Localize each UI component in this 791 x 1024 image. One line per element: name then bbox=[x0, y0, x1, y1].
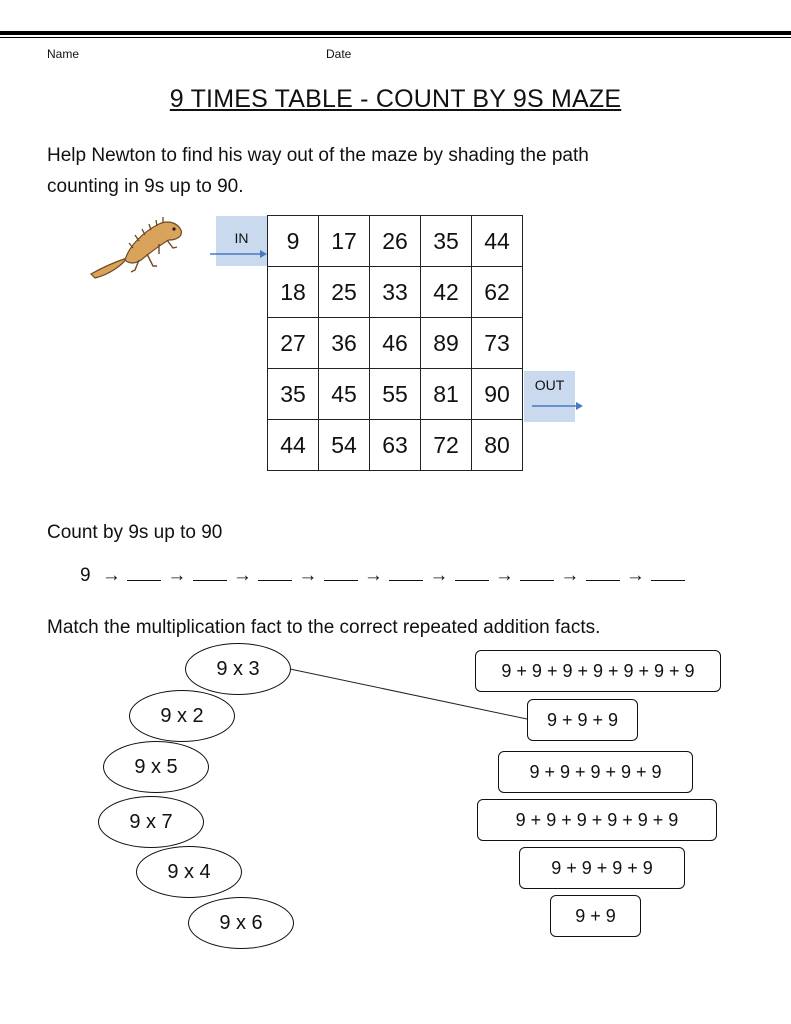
maze-cell[interactable]: 63 bbox=[370, 420, 421, 471]
maze-cell[interactable]: 9 bbox=[268, 216, 319, 267]
maze-cell[interactable]: 27 bbox=[268, 318, 319, 369]
count-start: 9 bbox=[80, 565, 92, 586]
arrow-right-icon: → bbox=[101, 565, 122, 586]
maze-cell[interactable]: 55 bbox=[370, 369, 421, 420]
arrow-right-icon: → bbox=[494, 565, 515, 586]
arrow-right-icon: → bbox=[560, 565, 580, 586]
fact-oval[interactable]: 9 x 2 bbox=[129, 690, 235, 742]
addition-box[interactable]: 9 + 9 + 9 + 9 + 9 + 9 bbox=[477, 799, 717, 841]
maze-cell[interactable]: 35 bbox=[421, 216, 472, 267]
maze-cell[interactable]: 46 bbox=[370, 318, 421, 369]
arrow-right-icon: → bbox=[429, 565, 449, 586]
maze-cell[interactable]: 89 bbox=[421, 318, 472, 369]
addition-box[interactable]: 9 + 9 + 9 + 9 + 9 bbox=[498, 751, 693, 793]
maze-cell[interactable]: 44 bbox=[472, 216, 523, 267]
addition-box[interactable]: 9 + 9 + 9 bbox=[527, 699, 638, 741]
instructions-line-2: counting in 9s up to 90. bbox=[47, 176, 244, 197]
addition-box[interactable]: 9 + 9 + 9 + 9 + 9 + 9 + 9 bbox=[475, 650, 721, 692]
match-heading: Match the multiplication fact to the correct repeated addition facts. bbox=[47, 617, 601, 638]
count-heading: Count by 9s up to 90 bbox=[47, 522, 223, 543]
maze-cell[interactable]: 44 bbox=[268, 420, 319, 471]
maze-cell[interactable]: 45 bbox=[319, 369, 370, 420]
addition-box[interactable]: 9 + 9 + 9 + 9 bbox=[519, 847, 685, 889]
date-label: Date bbox=[326, 47, 352, 61]
fact-oval[interactable]: 9 x 6 bbox=[188, 897, 294, 949]
arrow-right-icon: → bbox=[298, 565, 318, 586]
maze-cell[interactable]: 35 bbox=[268, 369, 319, 420]
maze-cell[interactable]: 62 bbox=[472, 267, 523, 318]
maze-cell[interactable]: 72 bbox=[421, 420, 472, 471]
maze-cell[interactable]: 81 bbox=[421, 369, 472, 420]
maze-cell[interactable]: 17 bbox=[319, 216, 370, 267]
arrow-right-icon: → bbox=[232, 565, 253, 586]
fact-oval[interactable]: 9 x 7 bbox=[98, 796, 204, 848]
arrow-right-icon: → bbox=[167, 565, 187, 586]
fact-oval[interactable]: 9 x 4 bbox=[136, 846, 242, 898]
arrow-right-icon: → bbox=[363, 565, 384, 586]
maze-cell[interactable]: 73 bbox=[472, 318, 523, 369]
maze-cell[interactable]: 42 bbox=[421, 267, 472, 318]
page-title: 9 TIMES TABLE - COUNT BY 9S MAZE bbox=[169, 85, 622, 113]
maze-cell[interactable]: 36 bbox=[319, 318, 370, 369]
maze-cell[interactable]: 26 bbox=[370, 216, 421, 267]
maze-cell[interactable]: 18 bbox=[268, 267, 319, 318]
instructions-line-1: Help Newton to find his way out of the maze by shading the path bbox=[47, 145, 589, 166]
maze-out-label: OUT bbox=[534, 377, 565, 393]
fact-oval[interactable]: 9 x 3 bbox=[185, 643, 291, 695]
maze-cell[interactable]: 54 bbox=[319, 420, 370, 471]
arrow-right-icon: → bbox=[625, 565, 646, 586]
maze-cell[interactable]: 80 bbox=[472, 420, 523, 471]
maze-cell[interactable]: 25 bbox=[319, 267, 370, 318]
fact-oval[interactable]: 9 x 5 bbox=[103, 741, 209, 793]
maze-in-label: IN bbox=[234, 230, 249, 246]
name-label: Name bbox=[47, 47, 80, 61]
maze-cell[interactable]: 33 bbox=[370, 267, 421, 318]
maze-cell[interactable]: 90 bbox=[472, 369, 523, 420]
addition-box[interactable]: 9 + 9 bbox=[550, 895, 641, 937]
